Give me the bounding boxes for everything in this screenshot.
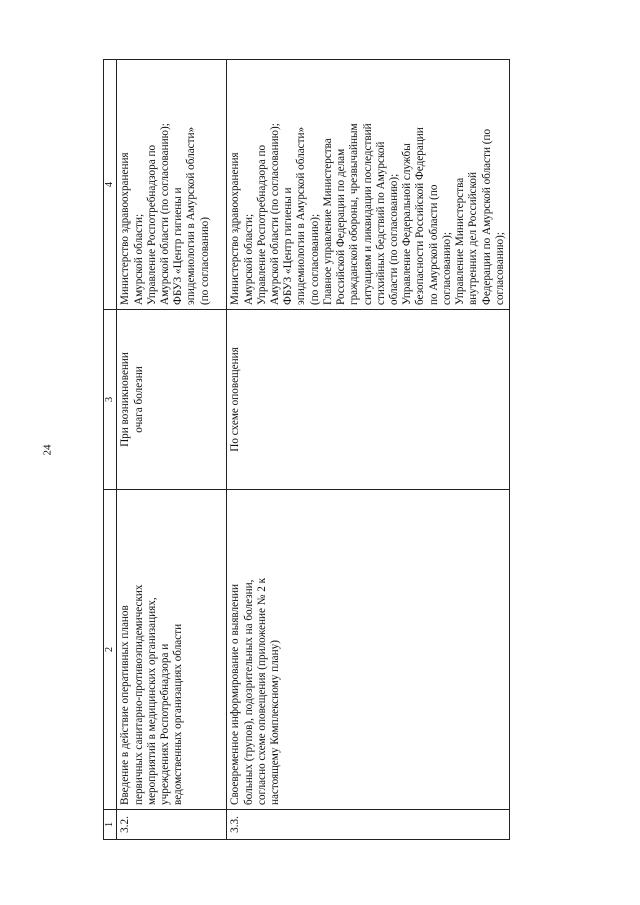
measure-description-line: согласно схеме оповещения (приложение № 2 к <box>255 577 268 805</box>
measure-description-line: первичных санитарно-противоэпидемических <box>132 584 145 805</box>
measure-timing-line: По схеме оповещения <box>229 347 242 452</box>
measure-responsible-line: Амурской области (по согласованию); <box>269 123 282 305</box>
measure-responsible-line: (по согласованию); <box>308 213 321 305</box>
row-number: 3.2. <box>117 810 227 840</box>
measure-description <box>117 490 227 810</box>
header-col-1: 1 <box>104 810 117 840</box>
measure-responsible-line: ФБУЗ «Центр гигиены и <box>282 187 295 305</box>
measure-responsible-line: безопасности Российской Федерации <box>414 127 427 305</box>
measure-description <box>227 490 510 810</box>
rotated-table-wrapper <box>103 60 579 840</box>
measure-timing <box>117 310 227 490</box>
measure-responsible-line: внутренних дел Российской <box>467 172 480 305</box>
measure-responsible-line: Амурской области; <box>242 213 255 305</box>
measure-responsible-line: Управление Федеральной службы <box>401 143 414 305</box>
measure-responsible <box>227 60 510 310</box>
measure-responsible-line: Российской Федерации по делам <box>335 148 348 305</box>
measure-responsible-line: Главное управление Министерства <box>321 138 334 305</box>
header-col-4: 4 <box>104 60 117 310</box>
measures-table <box>103 59 510 840</box>
table-row <box>117 60 227 840</box>
measure-responsible-line: ФБУЗ «Центр гигиены и <box>172 187 185 305</box>
measure-responsible <box>117 60 227 310</box>
measure-responsible-line: Амурской области (по согласованию); <box>159 123 172 305</box>
measure-description-line: мероприятий в медицинских организациях, <box>145 597 158 805</box>
measure-description-line: учреждениях Роспотребнадзора и <box>159 643 172 805</box>
measure-responsible-line: области (по согласованию); <box>388 173 400 305</box>
measure-description-line: ведомственных организациях области <box>172 623 185 805</box>
measure-responsible-line: Управление Роспотребнадзора по <box>255 144 268 305</box>
table-row <box>227 60 510 840</box>
measure-responsible-line: Министерство здравоохранения <box>229 152 242 305</box>
measure-timing <box>227 310 510 490</box>
header-row <box>104 60 117 840</box>
measure-description-line: настоящему Комплексному плану) <box>269 640 282 805</box>
measure-responsible-line: (по согласованию) <box>198 217 211 305</box>
measure-responsible-line: Управление Министерства <box>454 177 467 305</box>
measure-responsible-line: ситуациям и ликвидации последствий <box>361 123 374 305</box>
header-col-2: 2 <box>104 490 117 810</box>
measure-responsible-line: Федерации по Амурской области (по <box>480 128 493 305</box>
measure-responsible-line: Министерство здравоохранения <box>119 152 132 305</box>
measure-responsible-line: эпидемиологии в Амурской области» <box>295 126 308 305</box>
measure-responsible-line: по Амурской области (по <box>427 184 440 305</box>
header-col-3: 3 <box>104 310 117 490</box>
measure-responsible-line: эпидемиологии в Амурской области» <box>185 126 198 305</box>
measure-description-line: больных (трупов), подозрительных на болезни, <box>242 579 255 805</box>
measure-description-line: Введение в действие оперативных планов <box>119 605 132 805</box>
measure-responsible-line: согласованию); <box>493 232 506 305</box>
measure-responsible-line: стихийных бедствий по Амурской <box>374 141 387 305</box>
measure-timing-line: При возникновении <box>119 352 132 447</box>
measure-responsible-line: гражданской обороны, чрезвычайным <box>348 123 361 305</box>
page-number: 24 <box>41 444 54 456</box>
row-number: 3.3. <box>227 810 510 840</box>
measure-responsible-line: согласованию); <box>440 232 453 305</box>
measure-timing-line: очага болезни <box>132 366 145 433</box>
measure-description-line: Своевременное информирование о выявлении <box>229 583 242 805</box>
measure-responsible-line: Амурской области; <box>132 213 145 305</box>
measure-responsible-line: Управление Роспотребнадзора по <box>145 144 158 305</box>
